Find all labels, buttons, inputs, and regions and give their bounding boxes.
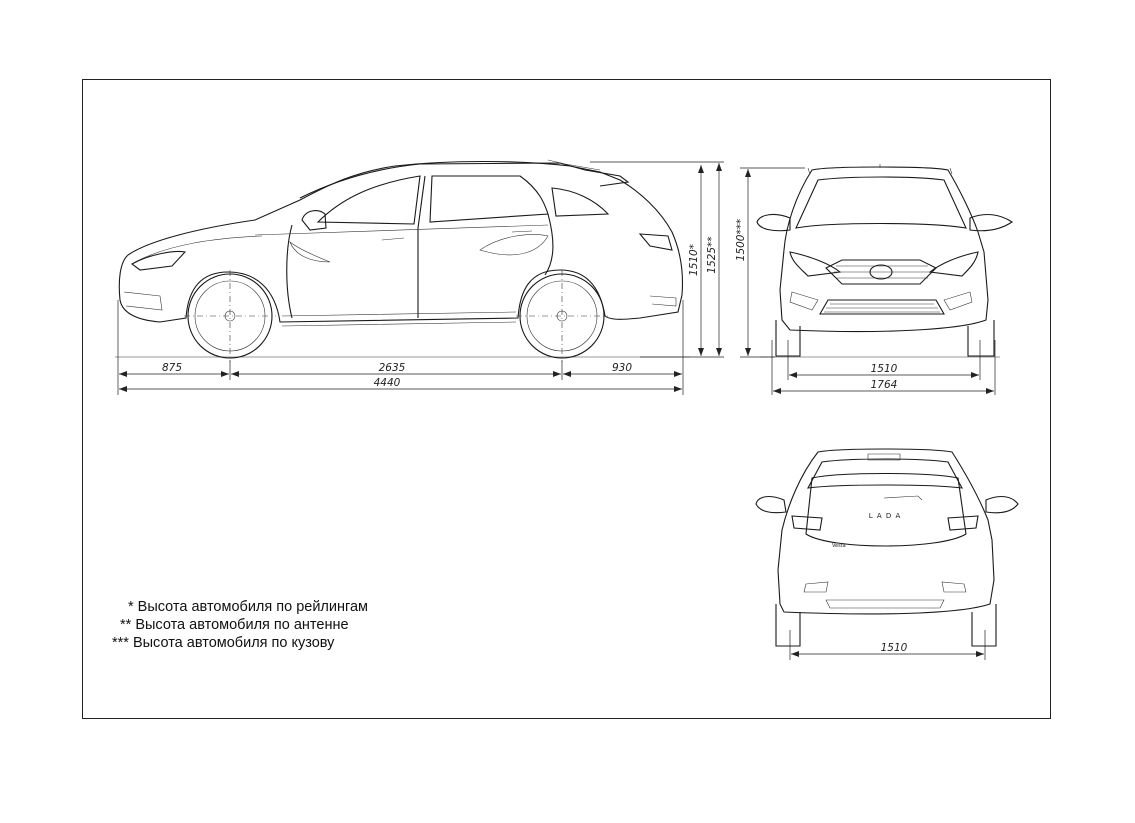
- dim-length: 4440: [373, 377, 401, 389]
- note-antenna: ** Высота автомобиля по антенне: [120, 617, 349, 633]
- dim-height-antenna: 1525**: [706, 236, 718, 274]
- side-dimensions: [118, 162, 724, 395]
- dim-width: 1764: [870, 379, 898, 391]
- dim-rear-overhang: 930: [611, 362, 633, 374]
- dim-height-rails: 1510*: [688, 244, 700, 276]
- note-body: *** Высота автомобиля по кузову: [112, 635, 335, 651]
- front-view-car: [757, 164, 1012, 357]
- dim-front-overhang: 875: [161, 362, 183, 374]
- dim-front-track: 1510: [870, 363, 898, 375]
- dim-height-body: 1500***: [735, 218, 747, 262]
- front-dimensions: [735, 168, 995, 395]
- dim-wheelbase: 2635: [378, 362, 406, 374]
- model-badge: Vesta: [832, 543, 846, 549]
- rear-dimensions: [790, 630, 985, 660]
- height-notes: [112, 598, 368, 652]
- dim-rear-track: 1510: [880, 642, 908, 654]
- note-rails: * Высота автомобиля по рейлингам: [128, 599, 369, 615]
- side-view-car: [115, 160, 690, 362]
- brand-lettering: L A D A: [868, 512, 902, 520]
- rear-view-car: [756, 449, 1018, 646]
